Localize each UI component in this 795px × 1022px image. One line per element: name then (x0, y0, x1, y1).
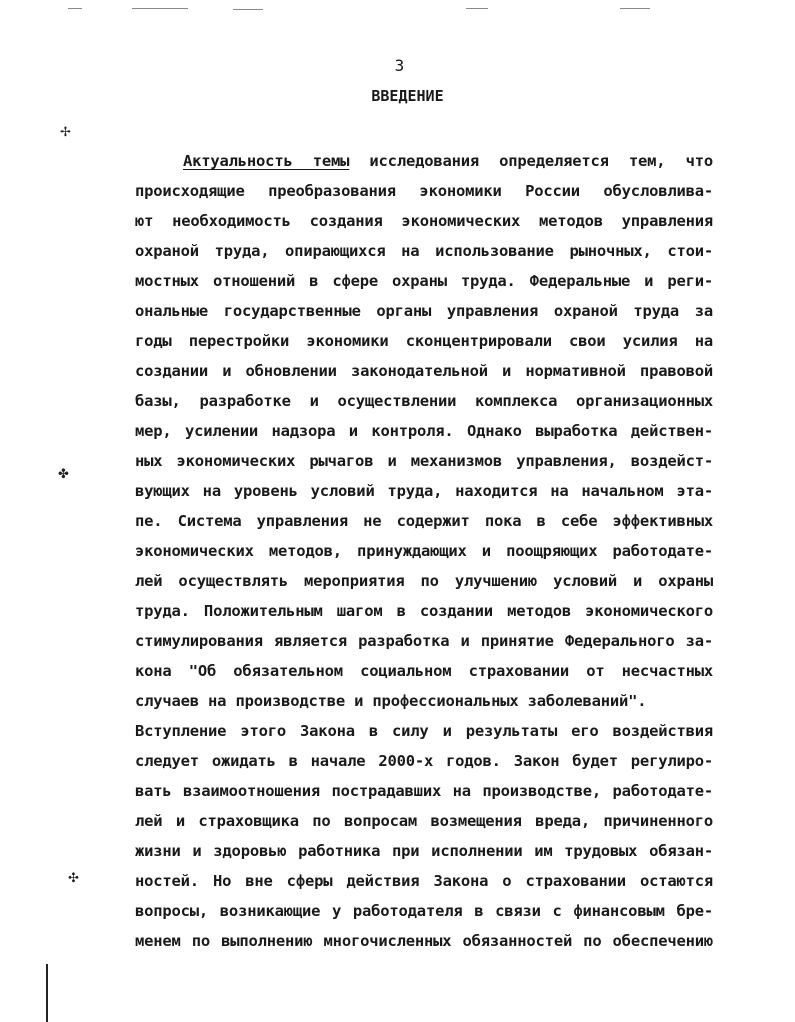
margin-ink-mark: ✢ (60, 125, 71, 140)
text-line: мостных отношений в сфере охраны труда. Федеральные и реги- (135, 272, 713, 290)
text-line: годы перестройки экономики сконцентрировали свои усилия на (135, 332, 713, 350)
page-number: 3 (394, 56, 405, 75)
text-line: вопросы, возникающие у работодателя в связи с финансовым бре- (135, 902, 713, 920)
text-line: вующих на уровень условий труда, находится на начальном эта- (135, 482, 713, 500)
text-line: стимулирования является разработка и принятие Федерального за- (135, 632, 713, 650)
margin-ink-mark: ✤ (58, 467, 69, 482)
text-line: пе. Система управления не содержит пока в себе эффективных (135, 512, 713, 530)
text-line: происходящие преобразования экономики России обусловлива- (135, 182, 713, 200)
scan-artifact-line (466, 8, 488, 9)
text-line: менем по выполнению многочисленных обязанностей по обеспечению (135, 932, 713, 950)
text-line: лей осуществлять мероприятия по улучшению условий и охраны (135, 572, 713, 590)
text-line: ют необходимость создания экономических методов управления (135, 212, 713, 230)
body-text (135, 146, 713, 956)
text-line: Вступление этого Закона в силу и результаты его воздействия (135, 722, 713, 740)
scan-margin-rule (46, 964, 48, 1022)
section-heading: ВВЕДЕНИЕ (371, 87, 444, 105)
text-line: лей и страховщика по вопросам возмещения вреда, причиненного (135, 812, 713, 830)
text-line: жизни и здоровью работника при исполнении им трудовых обязан- (135, 842, 713, 860)
topic-relevance-underlined: Актуальность темы (183, 152, 350, 170)
first-line-rest: исследования определяется тем, что (349, 152, 713, 170)
text-line: создании и обновлении законодательной и нормативной правовой (135, 362, 713, 380)
text-line: кона "Об обязательном социальном страховании от несчастных (135, 662, 713, 680)
text-line: базы, разработке и осуществлении комплекса организационных (135, 392, 713, 410)
scan-artifact-line (132, 8, 188, 9)
text-line: охраной труда, опирающихся на использование рыночных, стои- (135, 242, 713, 260)
scan-artifact-line (68, 8, 82, 9)
text-line: случаев на производстве и профессиональных заболеваний". (135, 692, 647, 710)
text-line: мер, усилении надзора и контроля. Однако выработка действен- (135, 422, 713, 440)
margin-ink-mark: ✣ (68, 871, 79, 886)
scan-artifact-line (620, 8, 650, 9)
text-line: ональные государственные органы управления охраной труда за (135, 302, 713, 320)
text-line: труда. Положительным шагом в создании методов экономического (135, 602, 713, 620)
text-line: ных экономических рычагов и механизмов управления, воздейст- (135, 452, 713, 470)
paragraph-first-line (135, 146, 713, 176)
text-line: вать взаимоотношения пострадавших на производстве, работодате- (135, 782, 713, 800)
text-line: ностей. Но вне сферы действия Закона о страховании остаются (135, 872, 713, 890)
text-line: следует ожидать в начале 2000-х годов. Закон будет регулиро- (135, 752, 713, 770)
text-line: экономических методов, принуждающих и поощряющих работодате- (135, 542, 713, 560)
scan-artifact-line (233, 9, 263, 10)
